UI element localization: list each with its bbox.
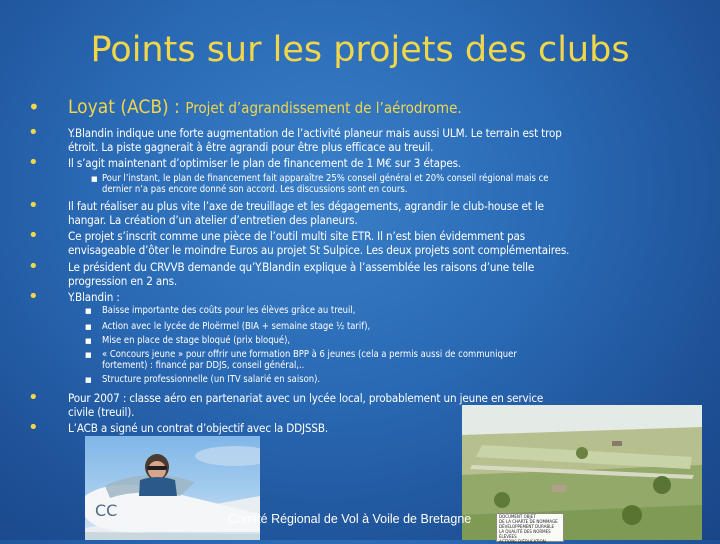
stamp-line: LA QUALITÉ DES NORMES ÉLÉVÉES: [499, 529, 551, 539]
line-1a: Y.Blandin indique une forte augmentation de l’activité planeur mais aussi ULM. Le terrain est trop: [68, 126, 562, 140]
line-3b: hangar. La création d’un atelier d’entretien des planeurs.: [68, 213, 358, 227]
stamp-line: ACTIONS D'ÉDUCATION: [499, 539, 546, 544]
subline-1b: dernier n’a pas encore donné son accord. Les discussions sont en cours.: [102, 184, 408, 195]
bullet-dot: •: [28, 387, 39, 408]
heading-line: [68, 97, 462, 118]
subline-6: Structure professionnelle (un ITV salarié en saison).: [102, 374, 321, 385]
line-6: Y.Blandin :: [68, 290, 120, 304]
bullet-dot: •: [28, 417, 39, 438]
heading-club: Loyat (ACB) :: [68, 96, 186, 118]
subline-2: Baisse importante des coûts pour les élèves grâce au treuil,: [102, 305, 356, 316]
bullet-square: ■: [85, 337, 92, 345]
subline-4: Mise en place de stage bloqué (prix bloqué),: [102, 335, 291, 346]
bullet-square: ■: [91, 175, 98, 183]
bullet-dot: •: [28, 256, 39, 277]
stamp-line: DE LA CHARTE DE NOMMAGE: [499, 519, 558, 524]
bullet-dot: •: [28, 225, 39, 246]
heading-project: Projet d’agrandissement de l’aérodrome.: [185, 99, 462, 117]
line-7b: civile (treuil).: [68, 405, 135, 419]
line-2: Il s’agit maintenant d’optimiser le plan de financement de 1 M€ sur 3 étapes.: [68, 156, 462, 170]
bullet-dot: •: [28, 286, 39, 307]
line-5a: Le président du CRVVB demande qu’Y.Blandin explique à l’assemblée les raisons d’une telle: [68, 260, 535, 274]
stamp-line: DOCUMENT OBJET: [499, 514, 536, 519]
line-5b: progression en 2 ans.: [68, 274, 178, 288]
bullet-dot: •: [28, 122, 39, 143]
bullet-square: ■: [85, 376, 92, 384]
label-stamp: [496, 513, 564, 542]
footer-text: Comité Régional de Vol à Voile de Bretagne: [228, 512, 472, 526]
bullet-dot: •: [28, 195, 39, 216]
line-8: L’ACB a signé un contrat d’objectif avec la DDJSSB.: [68, 421, 329, 435]
bullet-square: ■: [85, 323, 92, 331]
line-7a: Pour 2007 : classe aéro en partenariat avec un lycée local, probablement un jeune en service: [68, 391, 544, 405]
bullet-dot: •: [28, 95, 40, 119]
svg-text:CC: CC: [95, 501, 118, 520]
stamp-line: DÉVELOPPEMENT DURABLE: [499, 524, 555, 529]
line-1b: étroit. La piste gagnerait à être agrandi pour être plus efficace au treuil.: [68, 140, 434, 154]
subline-3: Action avec le lycée de Ploërmel (BIA + semaine stage ½ tarif),: [102, 321, 371, 332]
line-4b: envisageable d’ôter le moindre Euros au projet St Sulpice. Les deux projets sont complémentaires.: [68, 243, 570, 257]
bullet-square: ■: [85, 351, 92, 359]
line-3a: Il faut réaliser au plus vite l’axe de treuillage et les dégagements, agrandir le club-house et le: [68, 199, 544, 213]
subline-5b: fortement) : financé par DDJS, conseil général,..: [102, 360, 305, 371]
bullet-square: ■: [85, 307, 92, 315]
slide-title: Points sur les projets des clubs: [90, 30, 630, 70]
subline-5a: « Concours jeune » pour offrir une formation BPP à 6 jeunes (cela a permis aussi de communiquer: [102, 349, 517, 360]
subline-1a: Pour l’instant, le plan de financement fait apparaître 25% conseil général et 20% conseil régional mais ce: [102, 173, 549, 184]
line-4a: Ce projet s’inscrit comme une pièce de l’outil multi site ETR. Il n’est bien évidemment pas: [68, 229, 526, 243]
bullet-dot: •: [28, 152, 39, 173]
